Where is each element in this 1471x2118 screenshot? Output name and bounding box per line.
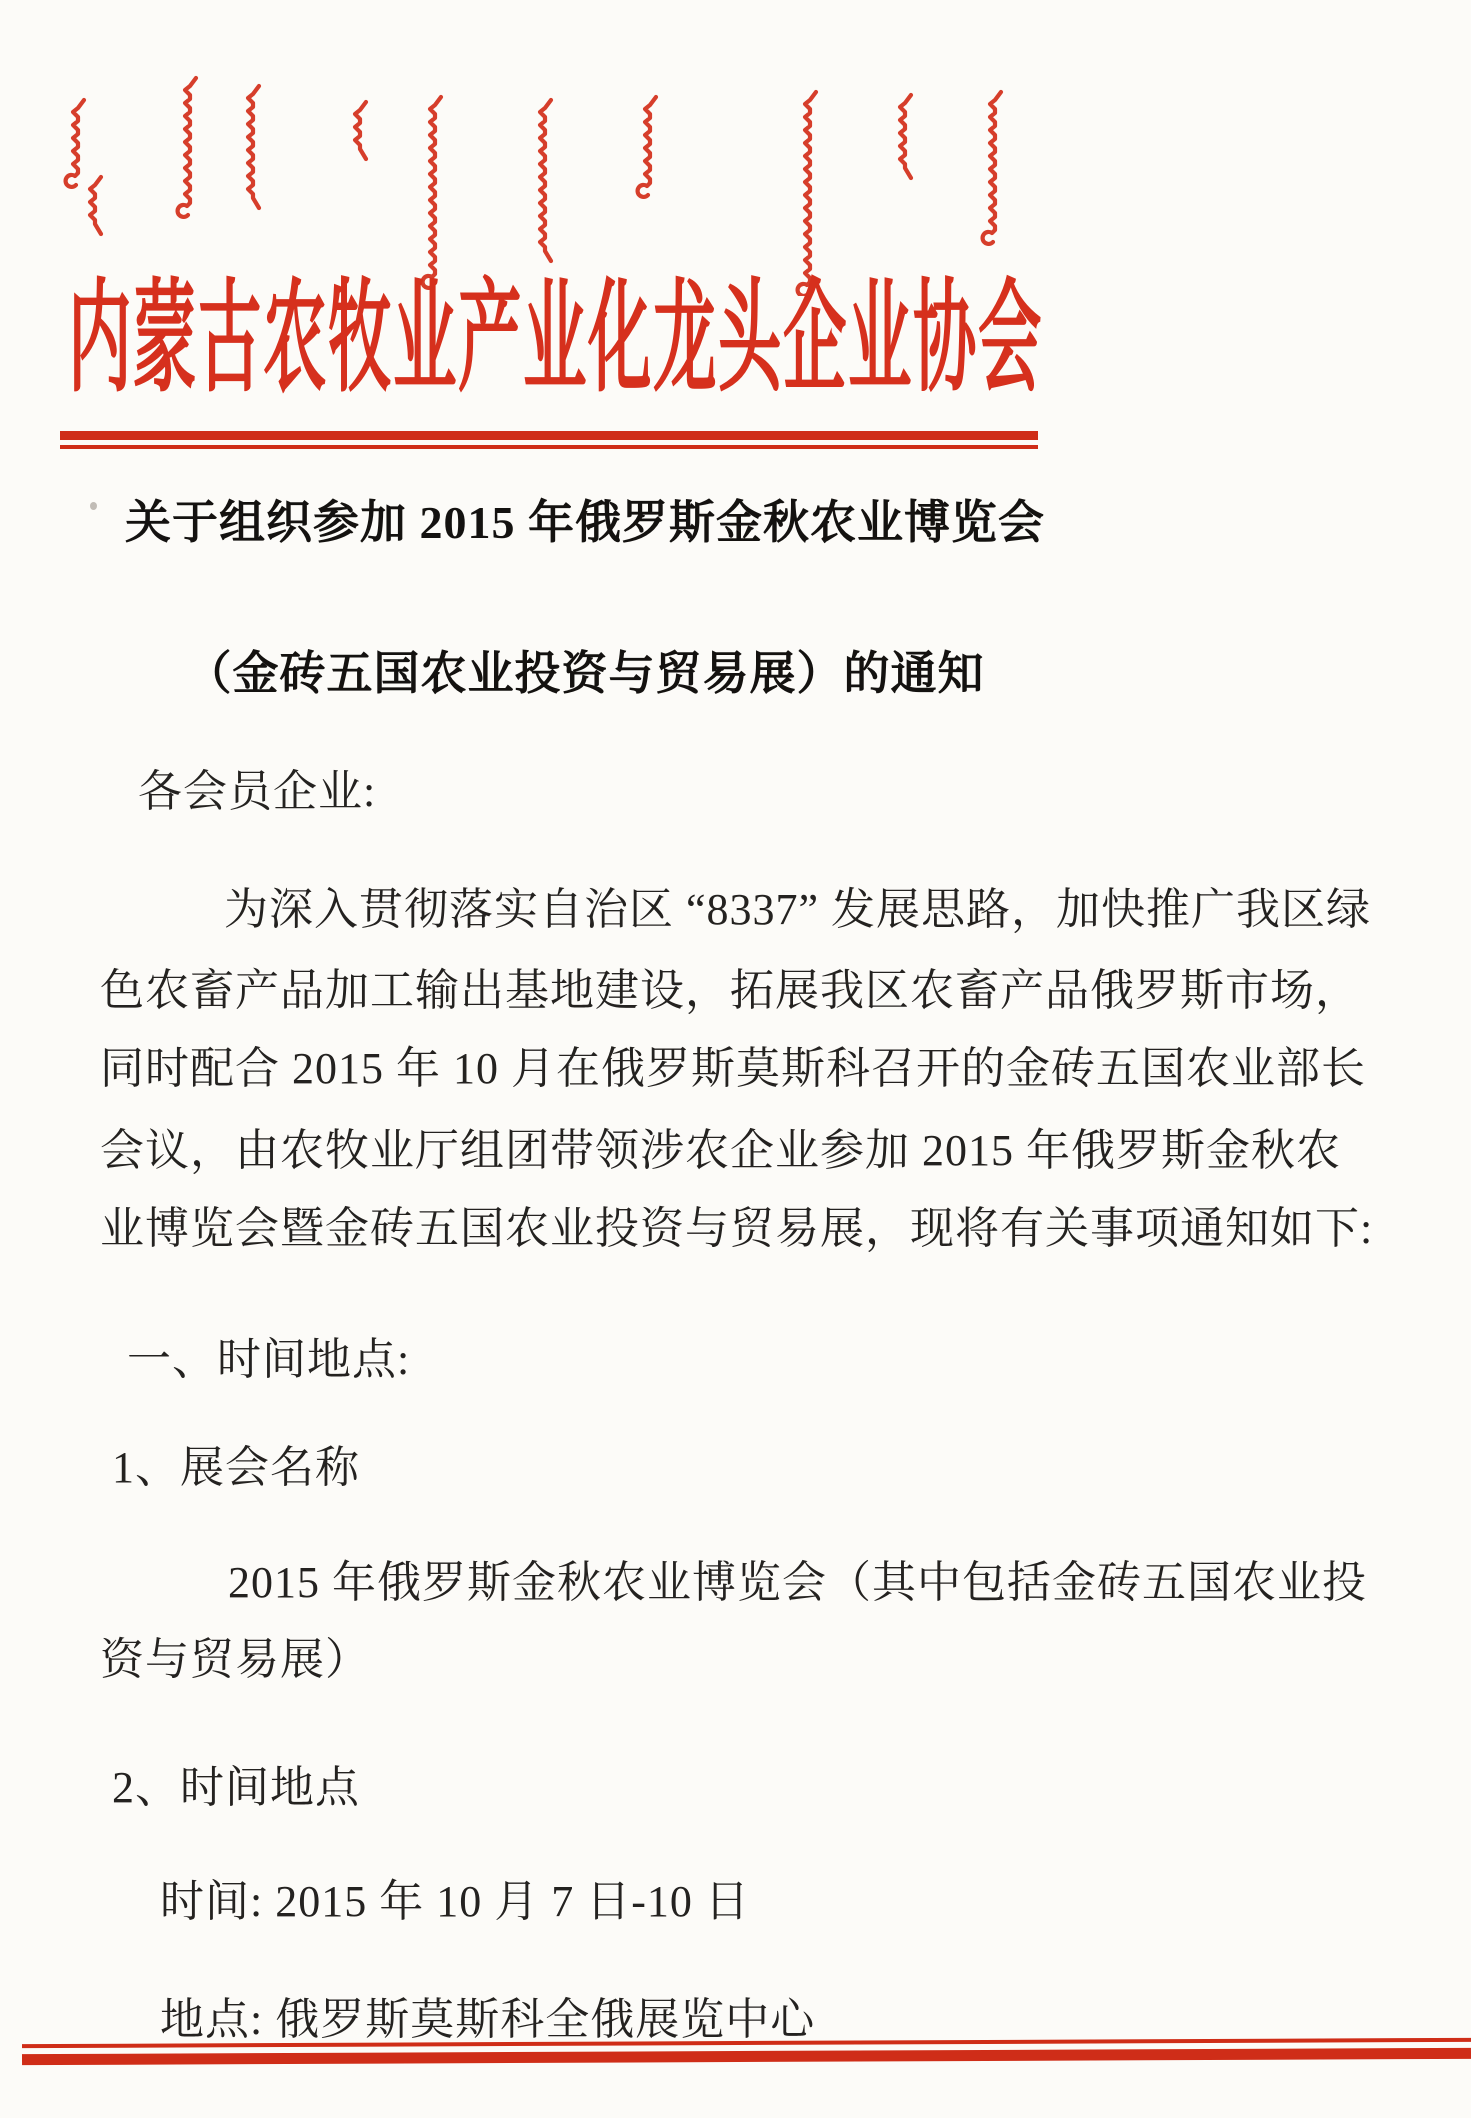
salutation: 各会员企业: (138, 767, 377, 816)
paragraph-line: 会议，由农牧业厅组团带领涉农企业参加 2015 年俄罗斯金秋农 (100, 1126, 1341, 1175)
paragraph-line: 为深入贯彻落实自治区 “8337” 发展思路，加快推广我区绿 (224, 885, 1372, 934)
item-2-place-line: 地点: 俄罗斯莫斯科全俄展览中心 (160, 1995, 816, 2044)
paragraph-line: 业博览会暨金砖五国农业投资与贸易展，现将有关事项通知如下: (100, 1204, 1374, 1253)
doc-title-line2: （金砖五国农业投资与贸易展）的通知 (185, 648, 985, 699)
item-2-time-line: 时间: 2015 年 10 月 7 日-10 日 (160, 1877, 750, 1926)
org-name: 内蒙古农牧业产业化龙头企业协会 (68, 272, 1043, 407)
footer-rule-thick (22, 2048, 1471, 2065)
item-1-body-line: 2015 年俄罗斯金秋农业博览会（其中包括金砖五国农业投 (228, 1558, 1367, 1607)
paragraph-line: 同时配合 2015 年 10 月在俄罗斯莫斯科召开的金砖五国农业部长 (100, 1044, 1366, 1093)
paragraph-line: 色农畜产品加工输出基地建设，拓展我区农畜产品俄罗斯市场， (100, 966, 1360, 1015)
item-1-body-line: 资与贸易展） (100, 1635, 370, 1684)
letterhead-rule-thin (60, 445, 1038, 449)
item-2-heading: 2、时间地点 (112, 1763, 360, 1812)
mongolian-script-icon (55, 66, 1035, 296)
letterhead-rule-thick (60, 431, 1038, 440)
item-1-heading: 1、展会名称 (112, 1443, 360, 1492)
section-heading: 一、时间地点: (127, 1335, 411, 1384)
doc-title-line1: 关于组织参加 2015 年俄罗斯金秋农业博览会 (125, 497, 1045, 548)
